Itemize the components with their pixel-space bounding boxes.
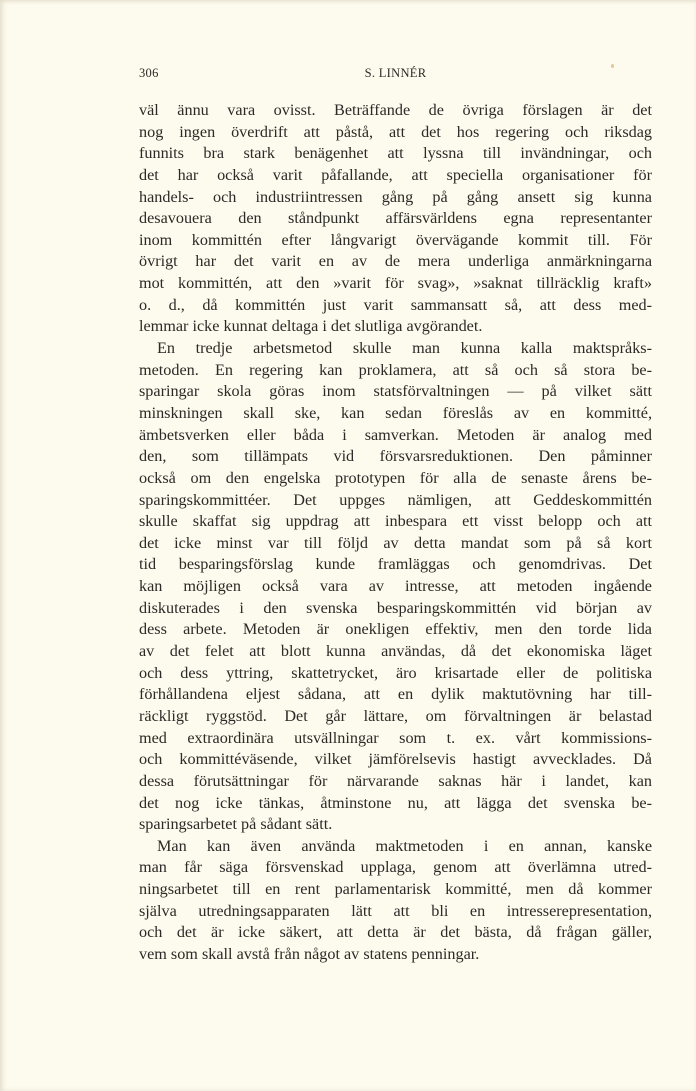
text-line: förhållandena eljest sådana, att en dylik maktutövning har till-: [139, 685, 652, 704]
text-line: inom kommittén efter långvarigt övervägande kommit till. För: [139, 230, 652, 249]
text-line: och dess yttring, skattetrycket, äro krisartade eller de politiska: [139, 663, 652, 682]
text-line: funnits bra stark benägenhet att lyssna till invändningar, och: [139, 144, 652, 163]
text-line: mot kommittén, att den »varit för svag», »saknat tillräcklig kraft»: [139, 274, 652, 293]
text-line: handels- och industriintressen gång på gång ansett sig kunna: [139, 187, 652, 206]
running-title: S. LINNÉR: [364, 66, 427, 80]
text-line: ämbetsverken eller båda i samverkan. Metoden är analog med: [139, 425, 652, 444]
text-line: dess arbete. Metoden är onekligen effektiv, men den torde lida: [139, 620, 652, 639]
text-line: metoden. En regering kan proklamera, att så och så stora be-: [139, 360, 652, 379]
paragraph: [139, 100, 652, 338]
paragraph: [139, 338, 652, 836]
text-line: av det felet att blott kunna användas, då det ekonomiska läget: [139, 642, 652, 661]
text-line: ningsarbetet till en rent parlamentarisk kommitté, men då kommer: [139, 880, 652, 899]
text-line: sparingskommittéer. Det uppges nämligen, att Geddeskommittén: [139, 490, 652, 509]
text-line: vem som skall avstå från något av statens penningar.: [139, 944, 480, 963]
text-line: minskningen skall ske, kan sedan föreslås av en kommitté,: [139, 403, 652, 422]
text-line: man får säga försvenskad upplaga, genom att överlämna utred-: [139, 858, 652, 877]
text-line: dessa förutsättningar för närvarande saknas här i landet, kan: [139, 771, 652, 790]
text-line: det nog icke tänkas, åtminstone nu, att lägga det svenska be-: [139, 793, 652, 812]
text-line: själva utredningsapparaten lätt att bli en intresserepresentation,: [139, 901, 652, 920]
text-line: Man kan även använda maktmetoden i en annan, kanske: [157, 836, 652, 855]
page-number: 306: [139, 66, 159, 80]
paragraph: [139, 836, 652, 966]
text-line: det icke minst var till följd av detta mandat som på så kort: [139, 533, 652, 552]
text-line: sparingsarbetet på sådant sätt.: [139, 815, 333, 834]
running-head: [139, 66, 652, 82]
paper-speck: [611, 64, 614, 68]
text-line: övrigt har det varit en av de mera underliga anmärkningarna: [139, 252, 652, 271]
text-line: det har också varit påfallande, att speciella organisationer för: [139, 165, 652, 184]
text-line: nog ingen överdrift att påstå, att det hos regering och riksdag: [139, 122, 652, 141]
text-line: sparingar skola göras inom statsförvaltningen — på vilket sätt: [139, 382, 652, 401]
text-line: diskuterades i den svenska besparingskommittén vid början av: [139, 598, 652, 617]
text-line: kan möjligen också vara av intresse, att metoden ingående: [139, 577, 652, 596]
text-line: också om den engelska prototypen för alla de senaste årens be-: [139, 468, 652, 487]
text-line: den, som tillämpats vid försvarsreduktionen. Den påminner: [139, 447, 652, 466]
text-line: väl ännu vara ovisst. Beträffande de övriga förslagen är det: [139, 101, 652, 119]
text-line: och kommittéväsende, vilket jämförelsevis hastigt avvecklades. Då: [139, 750, 652, 769]
text-line: lemmar icke kunnat deltaga i det slutliga avgörandet.: [139, 317, 483, 336]
text-line: En tredje arbetsmetod skulle man kunna kalla maktspråks-: [157, 339, 652, 358]
text-line: skulle skaffat sig uppdrag att inbespara ett visst belopp och att: [139, 512, 652, 531]
text-line: tid besparingsförslag kunde framläggas och genomdrivas. Det: [139, 555, 652, 574]
text-line: med extraordinära utsvällningar som t. ex. vårt kommissions-: [139, 728, 652, 747]
text-line: desavouera den ståndpunkt affärsvärldens egna representanter: [139, 209, 652, 228]
text-line: räckligt ryggstöd. Det går lättare, om förvaltningen är belastad: [139, 706, 652, 725]
body-text: [139, 100, 652, 966]
text-line: o. d., då kommittén just varit sammansatt så, att dess med-: [139, 295, 652, 314]
text-line: och det är icke säkert, att detta är det bästa, då frågan gäller,: [139, 923, 652, 942]
